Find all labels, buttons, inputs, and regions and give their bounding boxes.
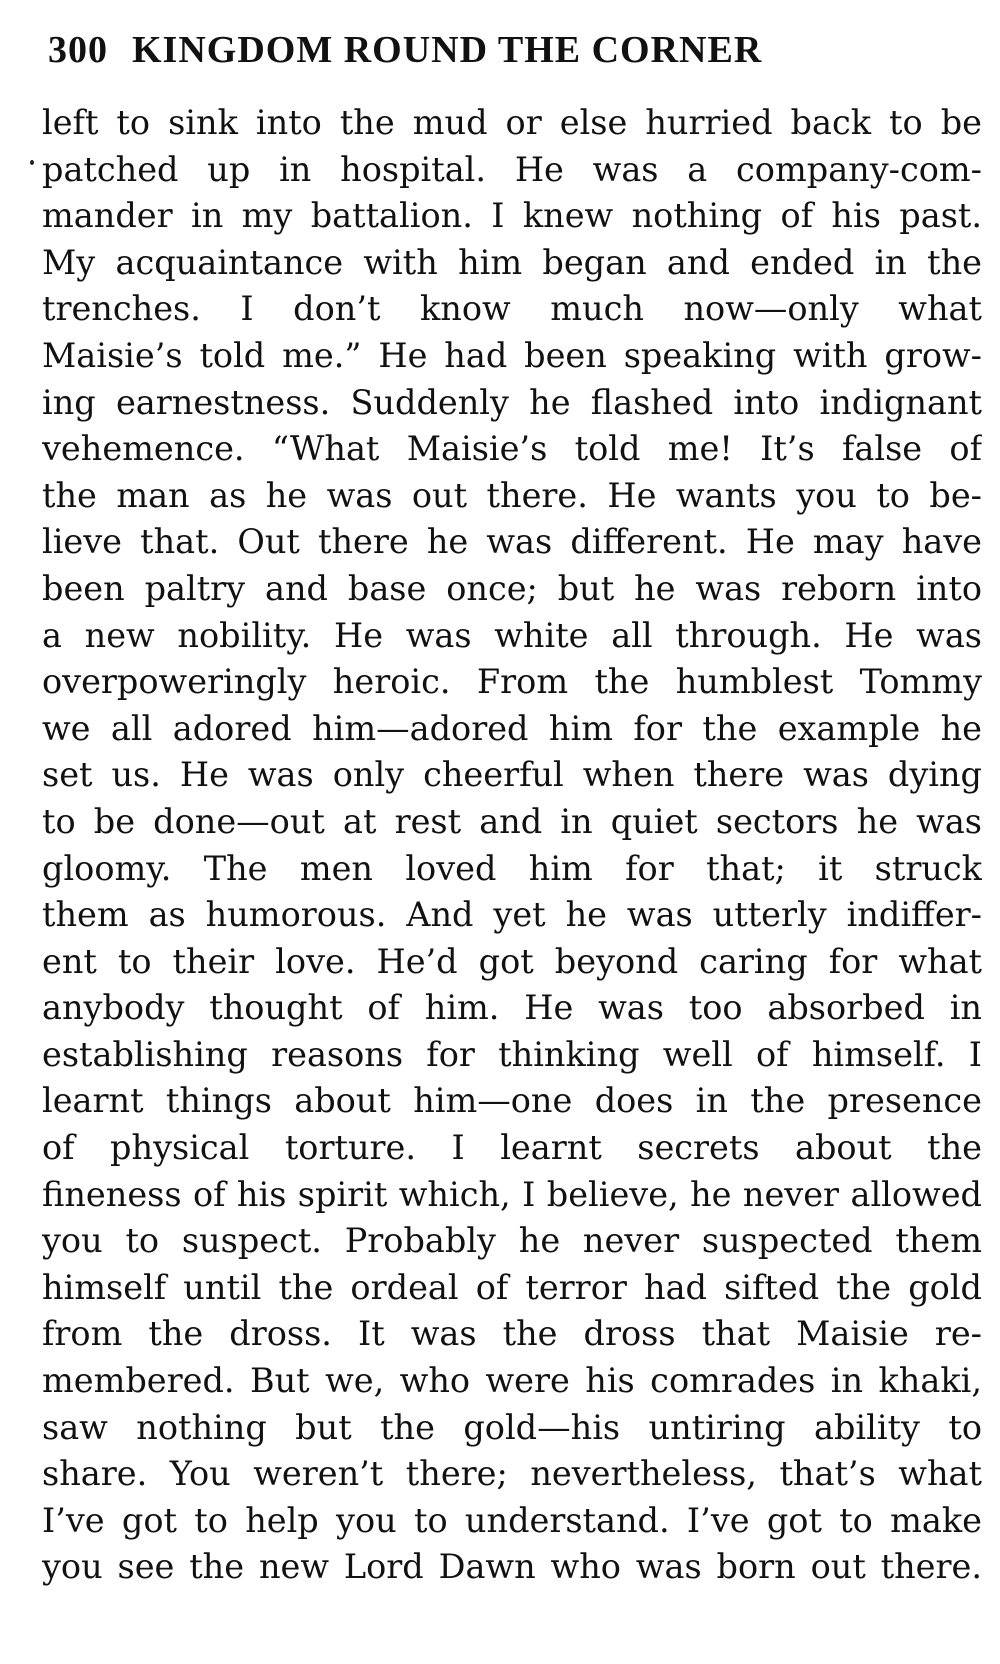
text-line: I’ve got to help you to understand. I’ve got to make: [42, 1500, 982, 1540]
text-line: a new nobility. He was white all through. He was: [42, 615, 982, 655]
text-line: establishing reasons for thinking well of himself. I: [42, 1034, 982, 1074]
text-line: you see the new Lord Dawn who was born out there.: [42, 1547, 982, 1587]
text-line: we all adored him—adored him for the example he: [42, 708, 982, 748]
text-line: to be done—out at rest and in quiet sectors he was: [42, 801, 982, 841]
text-line: membered. But we, who were his comrades in khaki,: [42, 1361, 982, 1401]
body-paragraph: [42, 100, 982, 1591]
text-line: patched up in hospital. He was a company-com-: [42, 149, 982, 189]
text-line: My acquaintance with him began and ended in the: [42, 242, 982, 282]
text-line: set us. He was only cheerful when there was dying: [42, 755, 982, 795]
text-line: you to suspect. Probably he never suspected them: [42, 1221, 982, 1261]
print-speck: [30, 160, 34, 165]
text-line: left to sink into the mud or else hurried back to be: [42, 103, 982, 142]
text-line: from the dross. It was the dross that Maisie re-: [42, 1314, 982, 1354]
text-line: trenches. I don’t know much now—only what: [42, 289, 982, 329]
text-line: them as humorous. And yet he was utterly indiffer-: [42, 895, 982, 935]
text-line: himself until the ordeal of terror had sifted the gold: [42, 1267, 982, 1307]
text-line: ing earnestness. Suddenly he flashed into indignant: [42, 382, 982, 422]
text-line: fineness of his spirit which, I believe, he never allowed: [42, 1174, 982, 1214]
text-line: been paltry and base once; but he was reborn into: [42, 568, 982, 608]
text-line: mander in my battalion. I knew nothing of his past.: [42, 196, 982, 236]
text-line: vehemence. “What Maisie’s told me! It’s false of: [42, 429, 982, 469]
text-line: lieve that. Out there he was different. He may have: [42, 522, 982, 562]
text-line: anybody thought of him. He was too absorbed in: [42, 988, 982, 1028]
text-line: gloomy. The men loved him for that; it struck: [42, 848, 982, 888]
text-line: Maisie’s told me.” He had been speaking with grow-: [42, 335, 982, 375]
text-line: the man as he was out there. He wants you to be-: [42, 475, 982, 515]
text-line: of physical torture. I learnt secrets about the: [42, 1128, 982, 1168]
text-line: ent to their love. He’d got beyond caring for what: [42, 941, 982, 981]
text-line: overpoweringly heroic. From the humblest Tommy: [42, 662, 982, 702]
text-line: learnt things about him—one does in the presence: [42, 1081, 982, 1121]
running-head: [48, 28, 878, 80]
running-title: KINGDOM ROUND THE CORNER: [132, 29, 763, 71]
text-line: saw nothing but the gold—his untiring ability to: [42, 1407, 982, 1447]
page-number: 300: [48, 29, 108, 71]
text-line: share. You weren’t there; nevertheless, that’s what: [42, 1454, 982, 1494]
